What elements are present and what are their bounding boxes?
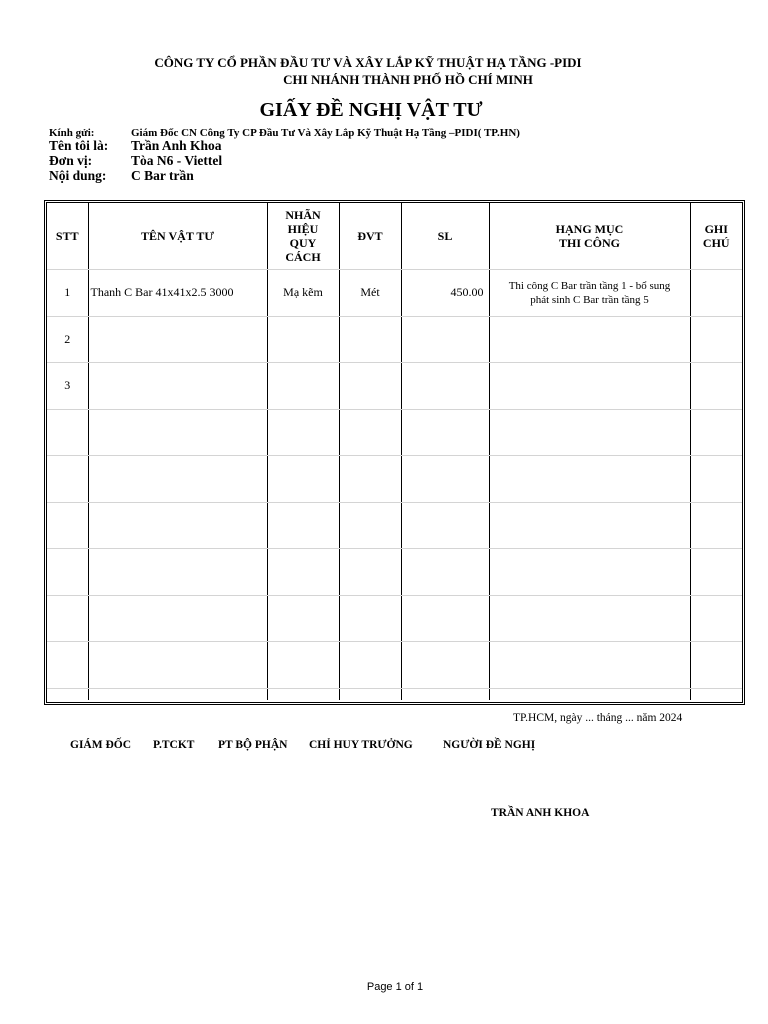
empty-cell: [339, 595, 401, 641]
header-brand-line4: CÁCH: [285, 249, 321, 264]
empty-cell: [401, 641, 489, 688]
table-row: [47, 455, 742, 502]
header-unit: ĐVT: [339, 203, 401, 269]
empty-cell: [339, 548, 401, 595]
empty-cell: [47, 502, 88, 548]
header-work-item-line2: THI CÔNG: [558, 235, 620, 250]
row-stt: 3: [47, 362, 88, 409]
empty-cell: [267, 455, 339, 502]
header-material-name: TÊN VẬT TƯ: [88, 203, 267, 269]
empty-cell: [47, 548, 88, 595]
row-work-item: [489, 316, 690, 362]
table-row: [47, 641, 742, 688]
empty-cell: [401, 502, 489, 548]
empty-cell: [47, 688, 88, 700]
empty-cell: [267, 595, 339, 641]
empty-cell: [88, 409, 267, 455]
empty-cell: [401, 455, 489, 502]
table-row: [47, 409, 742, 455]
row-unit: [339, 316, 401, 362]
empty-cell: [489, 688, 690, 700]
row-note: [690, 269, 742, 316]
header-work-item: [489, 203, 690, 269]
empty-cell: [339, 455, 401, 502]
signature-accounting: P.TCKT: [153, 739, 195, 751]
empty-cell: [339, 641, 401, 688]
unit-label: Đơn vị:: [49, 153, 93, 168]
empty-cell: [267, 641, 339, 688]
requester-name-value: Trần Anh Khoa: [131, 138, 222, 153]
row-brand: [267, 362, 339, 409]
content-value: C Bar trần: [131, 168, 194, 183]
page-number: Page 1 of 1: [366, 981, 424, 993]
empty-cell: [690, 409, 742, 455]
table-row: [47, 595, 742, 641]
empty-cell: [401, 409, 489, 455]
empty-cell: [401, 548, 489, 595]
empty-cell: [489, 502, 690, 548]
empty-cell: [47, 455, 88, 502]
row-material-name: [88, 316, 267, 362]
table-row: [47, 362, 742, 409]
row-work-item: [489, 269, 690, 316]
empty-cell: [47, 641, 88, 688]
branch-name: CHI NHÁNH THÀNH PHỐ HỒ CHÍ MINH: [283, 72, 533, 87]
empty-cell: [88, 455, 267, 502]
empty-cell: [489, 595, 690, 641]
recipient-label: Kính gửi:: [49, 127, 95, 139]
header-note: [690, 203, 742, 269]
header-work-item-line1: HẠNG MỤC: [555, 221, 624, 236]
header-brand-spec: [267, 203, 339, 269]
signer-name: TRẦN ANH KHOA: [491, 807, 590, 819]
empty-cell: [690, 548, 742, 595]
row-unit: [339, 362, 401, 409]
header-note-line2: CHÚ: [702, 235, 730, 250]
empty-cell: [88, 548, 267, 595]
content-label: Nội dung:: [49, 168, 107, 183]
header-quantity: SL: [401, 203, 489, 269]
row-note: [690, 362, 742, 409]
row-work-item: [489, 362, 690, 409]
signature-department: PT BỘ PHẬN: [218, 739, 288, 751]
empty-cell: [690, 595, 742, 641]
empty-cell: [88, 641, 267, 688]
empty-cell: [267, 409, 339, 455]
empty-cell: [339, 409, 401, 455]
empty-cell: [489, 409, 690, 455]
requester-name-label: Tên tôi là:: [49, 138, 109, 153]
header-note-line1: GHI: [704, 221, 728, 236]
table-row: [47, 688, 742, 700]
empty-cell: [489, 548, 690, 595]
row-material-name: [88, 362, 267, 409]
empty-cell: [88, 595, 267, 641]
company-name: CÔNG TY CỔ PHẦN ĐẦU TƯ VÀ XÂY LẮP KỸ THUẬT HẠ TẦNG -PIDI: [154, 55, 582, 70]
signature-director: GIÁM ĐỐC: [70, 739, 132, 751]
empty-cell: [267, 502, 339, 548]
empty-cell: [489, 641, 690, 688]
empty-cell: [401, 595, 489, 641]
row-stt: 1: [47, 269, 88, 316]
header-brand-line1: NHÃN: [285, 207, 321, 222]
table-row: [47, 316, 742, 362]
recipient-value: Giám Đốc CN Công Ty CP Đầu Tư Và Xây Lắp Kỹ Thuật Hạ Tầng –PIDI( TP.HN): [131, 127, 520, 139]
table-row: [47, 502, 742, 548]
row-material-name: Thanh C Bar 41x41x2.5 3000: [88, 269, 267, 316]
empty-cell: [339, 688, 401, 700]
table-header-row: [47, 203, 742, 269]
materials-table: [44, 200, 745, 705]
date-line: TP.HCM, ngày ... tháng ... năm 2024: [513, 712, 683, 724]
document-title: GIẤY ĐỀ NGHỊ VẬT TƯ: [259, 99, 483, 121]
row-work-item-line2: phát sinh C Bar trần tầng 5: [530, 293, 649, 306]
signature-site-commander: CHỈ HUY TRƯỞNG: [309, 739, 413, 751]
row-unit: Mét: [339, 269, 401, 316]
empty-cell: [690, 688, 742, 700]
header-brand-line3: QUY: [289, 235, 317, 250]
header-brand-line2: HIỆU: [287, 221, 319, 236]
table-row: [47, 548, 742, 595]
row-quantity: [401, 362, 489, 409]
row-stt: 2: [47, 316, 88, 362]
empty-cell: [47, 409, 88, 455]
signature-requester: NGƯỜI ĐỀ NGHỊ: [443, 739, 536, 751]
empty-cell: [690, 641, 742, 688]
empty-cell: [339, 502, 401, 548]
row-brand: [267, 316, 339, 362]
empty-cell: [690, 455, 742, 502]
table-row: [47, 269, 742, 316]
row-note: [690, 316, 742, 362]
empty-cell: [88, 502, 267, 548]
row-work-item-line1: Thi công C Bar trần tầng 1 - bổ sung: [508, 279, 671, 292]
empty-cell: [267, 688, 339, 700]
row-quantity: [401, 316, 489, 362]
empty-cell: [401, 688, 489, 700]
header-stt: STT: [47, 203, 88, 269]
empty-cell: [47, 595, 88, 641]
row-quantity: 450.00: [401, 269, 489, 316]
row-brand: Mạ kẽm: [267, 269, 339, 316]
unit-value: Tòa N6 - Viettel: [131, 153, 223, 168]
empty-cell: [88, 688, 267, 700]
empty-cell: [489, 455, 690, 502]
empty-cell: [267, 548, 339, 595]
empty-cell: [690, 502, 742, 548]
